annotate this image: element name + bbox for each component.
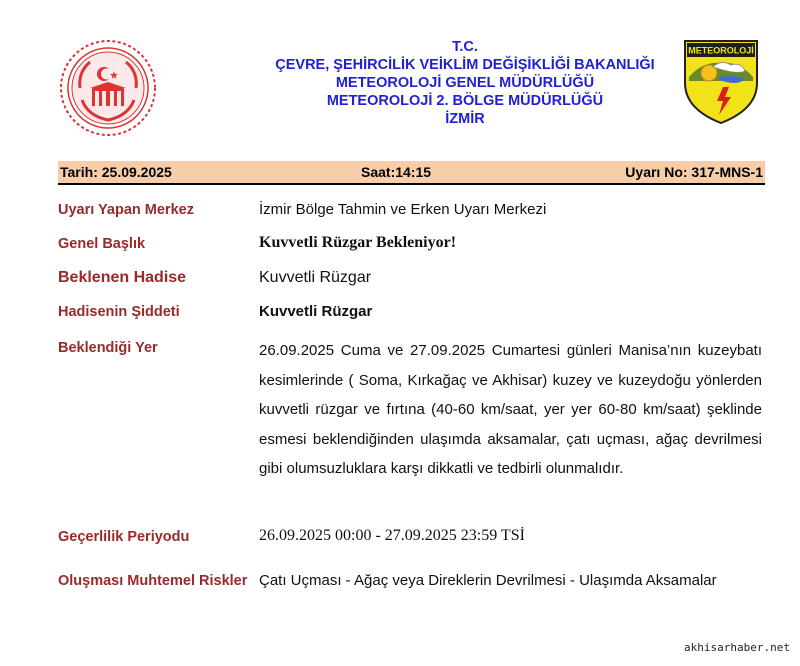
label-validity-period: Geçerlilik Periyodu [58, 529, 190, 545]
warning-number: Uyarı No: 317-MNS-1 [625, 164, 763, 180]
header-line-tc: T.C. [452, 39, 478, 55]
label-severity: Hadisenin Şiddeti [58, 304, 180, 320]
warning-info-bar [58, 161, 765, 185]
header-line-region: METEOROLOJİ 2. BÖLGE MÜDÜRLÜĞÜ [326, 93, 604, 109]
label-possible-risks: Oluşması Muhtemel Riskler [58, 573, 248, 589]
warning-date: Tarih: 25.09.2025 [60, 164, 172, 180]
value-expected-location: 26.09.2025 Cuma ve 27.09.2025 Cumartesi günleri Manisa’nın kuzeybatı kesimlerinde ( Soma, Kırkağaç ve Akhisar) kuzey ve kuzeydoğu yönlerden kuvvetli rüzgar ve fırtına (40-60 km/saat, yer yer 60-80 km/saat) şeklinde esmesi beklendiğinden ulaşımda aksamalar, çatı uçması, ağaç devrilmesi gibi olumsuzluklara karşı dikkatli ve tedbirli olunmalıdır. [259, 342, 762, 477]
label-issuing-center: Uyarı Yapan Merkez [58, 202, 194, 218]
header-line-city: İZMİR [445, 111, 485, 127]
value-general-title: Kuvvetli Rüzgar Bekleniyor! [259, 234, 457, 251]
source-watermark: akhisarhaber.net [684, 641, 790, 654]
label-general-title: Genel Başlık [58, 236, 146, 252]
value-severity: Kuvvetli Rüzgar [259, 303, 373, 320]
logo-text: METEOROLOJİ [688, 45, 754, 56]
header-line-directorate: METEOROLOJİ GENEL MÜDÜRLÜĞÜ [335, 75, 595, 91]
meteoroloji-shield-logo [683, 39, 759, 125]
header-line-ministry: ÇEVRE, ŞEHİRCİLİK VEİKLİM DEĞİŞİKLİĞİ BAKANLIĞI [275, 57, 655, 73]
warning-time: Saat:14:15 [361, 164, 432, 180]
label-expected-event: Beklenen Hadise [58, 269, 187, 286]
value-expected-event: Kuvvetli Rüzgar [259, 269, 372, 286]
value-possible-risks: Çatı Uçması - Ağaç veya Direklerin Devrilmesi - Ulaşımda Aksamalar [259, 572, 717, 589]
label-expected-location: Beklendiği Yer [58, 340, 158, 356]
ministry-seal-logo [58, 38, 158, 138]
value-validity-period: 26.09.2025 00:00 - 27.09.2025 23:59 TSİ [259, 527, 525, 544]
value-issuing-center: İzmir Bölge Tahmin ve Erken Uyarı Merkezi [259, 201, 547, 218]
